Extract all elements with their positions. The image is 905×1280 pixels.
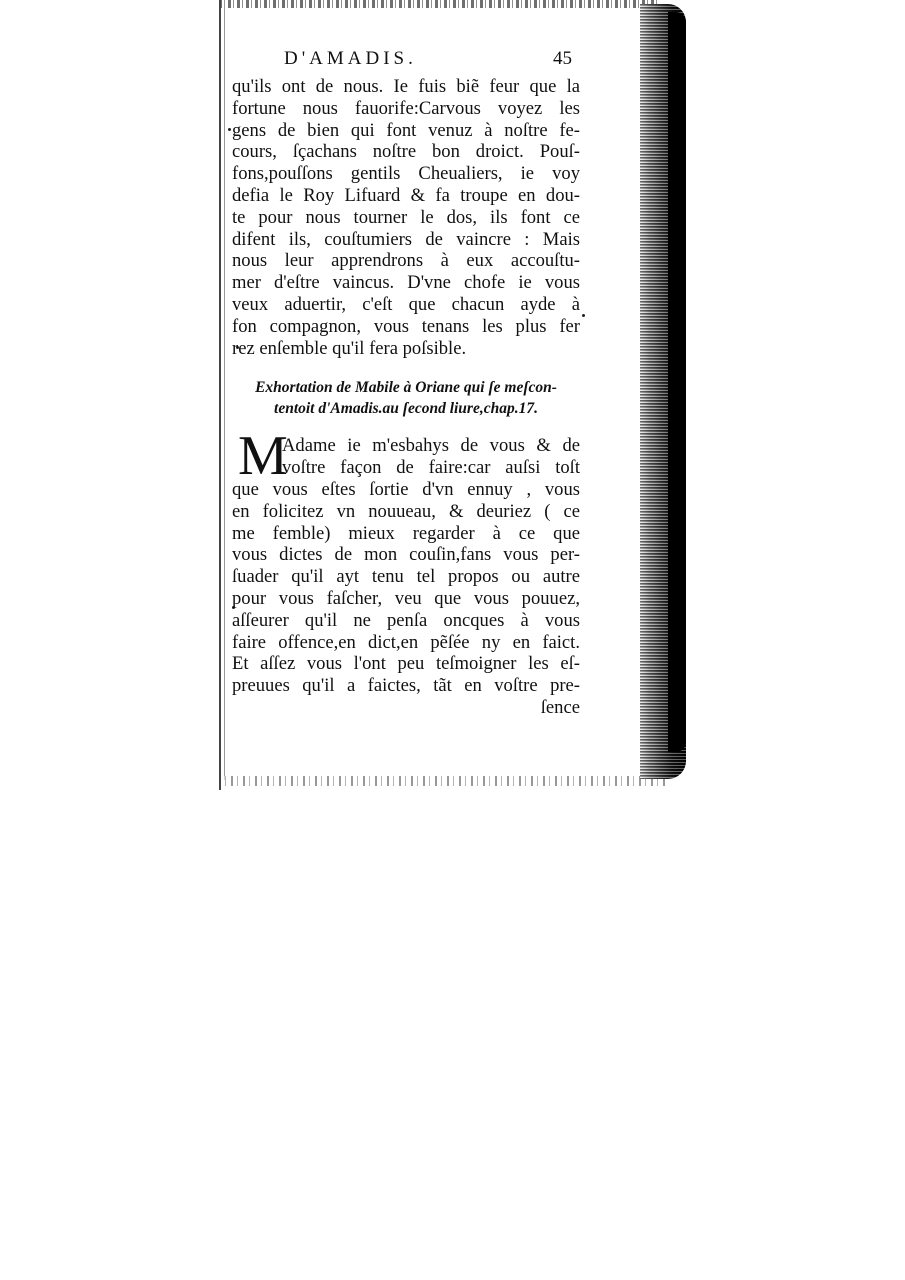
section-heading bbox=[232, 377, 580, 419]
text-line: veux aduertir, c'eſt que chacun ayde à bbox=[232, 293, 580, 315]
passage-1 bbox=[232, 76, 580, 359]
text-line: pour vous faſcher, veu que vous pouuez, bbox=[232, 587, 580, 609]
text-line: faire offence,en dict,en pẽſée ny en faict. bbox=[232, 631, 580, 653]
text-line: vous dictes de mon couſin,fans vous per- bbox=[232, 544, 580, 566]
page-top-edge bbox=[219, 0, 659, 8]
text-line: rez enſemble qu'il fera poſsible. bbox=[232, 337, 467, 359]
page-left-edge-inner bbox=[224, 0, 225, 780]
running-head bbox=[232, 48, 580, 76]
drop-cap: M bbox=[238, 425, 288, 488]
text-line: gens de bien qui font venuz à noſtre fe- bbox=[232, 119, 580, 141]
book-spine-shadow bbox=[668, 12, 686, 752]
page-left-edge bbox=[219, 0, 221, 790]
ink-speck bbox=[582, 314, 585, 317]
heading-line-2: tentoit d'Amadis.au ſecond liure,chap.17. bbox=[274, 400, 538, 418]
running-title: D'AMADIS. bbox=[284, 48, 417, 69]
text-line: mer d'eſtre vaincus. D'vne chofe ie vous bbox=[232, 272, 580, 294]
text-line: que vous eſtes ſortie d'vn ennuy , vous bbox=[232, 478, 580, 500]
heading-line-1: Exhortation de Mabile à Oriane qui ſe meſcon- bbox=[255, 379, 557, 397]
text-line: ſuader qu'il ayt tenu tel propos ou autre bbox=[232, 566, 580, 588]
text-line: nous leur apprendrons à eux accouſtu- bbox=[232, 250, 580, 272]
catchword: ſence bbox=[540, 696, 580, 718]
text-line: qu'ils ont de nous. Ie fuis biẽ feur que la bbox=[232, 76, 580, 97]
page-number: 45 bbox=[553, 48, 572, 69]
text-line: en folicitez vn nouueau, & deuriez ( ce bbox=[232, 500, 580, 522]
text-line: me femble) mieux regarder à ce que bbox=[232, 522, 580, 544]
text-line: fortune nous fauorife:Carvous voyez les bbox=[232, 97, 580, 119]
page-bottom-edge bbox=[219, 776, 669, 786]
text-line: fons,pouſſons gentils Cheualiers, ie voy bbox=[232, 163, 580, 185]
text-line: Et aſſez vous l'ont peu teſmoigner les eſ- bbox=[232, 653, 580, 675]
passage-2 bbox=[232, 425, 580, 718]
text-line: Adame ie m'esbahys de vous & de bbox=[282, 435, 580, 457]
text-block bbox=[232, 48, 580, 719]
text-line: difent ils, couſtumiers de vaincre : Mais bbox=[232, 228, 580, 250]
text-line: fon compagnon, vous tenans les plus fer bbox=[232, 315, 580, 337]
text-line: te pour nous tourner le dos, ils font ce bbox=[232, 206, 580, 228]
text-line: defia le Roy Lifuard & fa troupe en dou- bbox=[232, 184, 580, 206]
text-line: aſſeurer qu'il ne penſa oncques à vous bbox=[232, 609, 580, 631]
text-line: cours, ſçachans noſtre bon droict. Pouſ- bbox=[232, 141, 580, 163]
text-line: voſtre façon de faire:car auſsi toſt bbox=[282, 457, 580, 479]
text-line: preuues qu'il a faictes, tãt en voſtre pre- bbox=[232, 675, 580, 697]
ink-speck bbox=[228, 128, 231, 131]
